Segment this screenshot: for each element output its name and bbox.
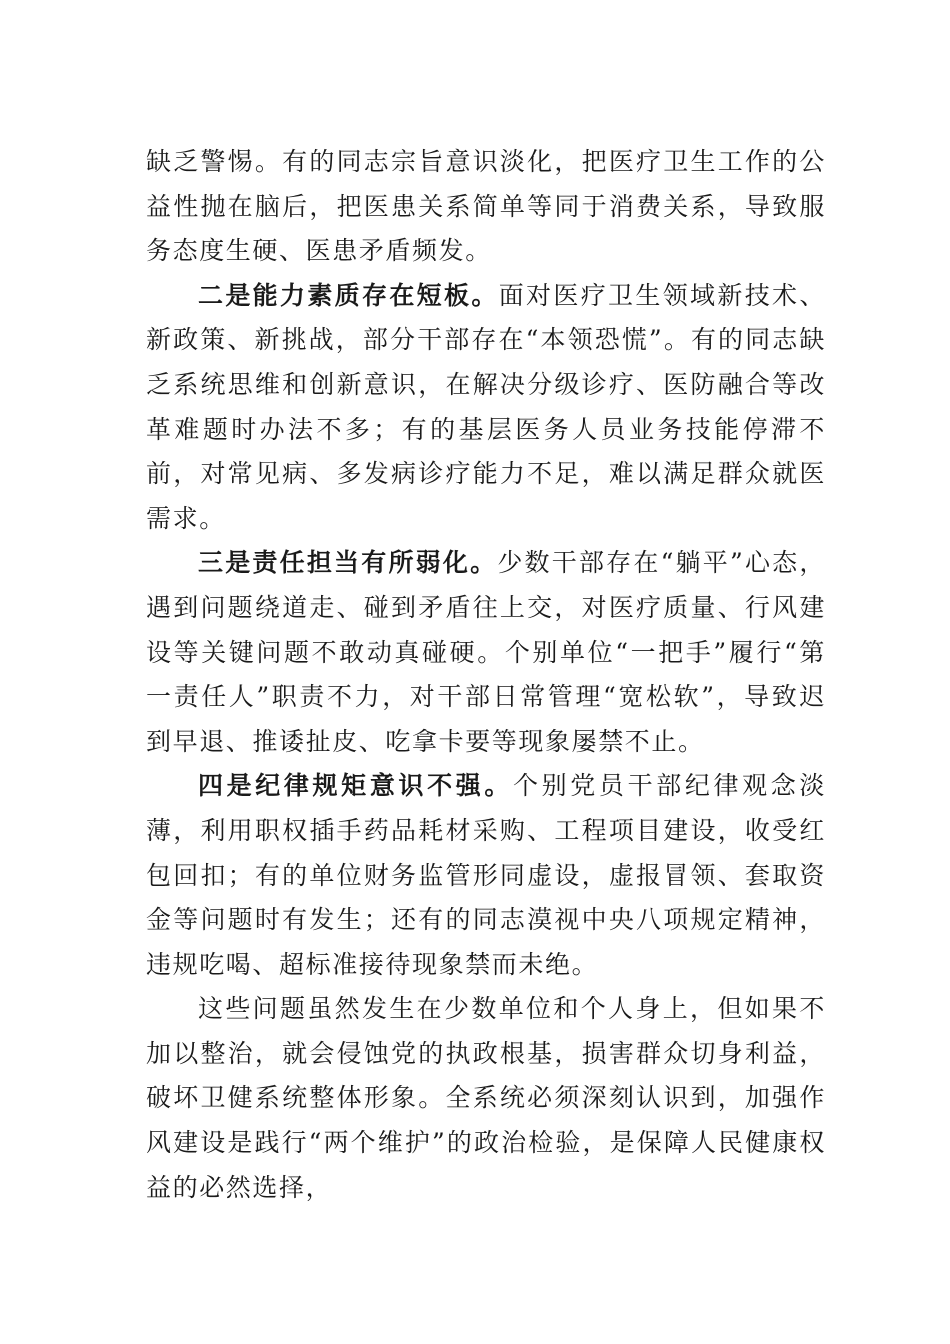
paragraph-4-text: 个别党员干部纪律观念淡薄，利用职权插手药品耗材采购、工程项目建设，收受红包回扣；有的单位财务监管形同虚设，虚报冒领、套取资金等问题时有发生；还有的同志漠视中央八项规定精神，违规吃喝、超标准接待现象禁而未绝。 — [146, 771, 826, 979]
paragraph-2 — [146, 274, 826, 542]
paragraph-2-lead: 二是能力素质存在短板。 — [198, 280, 499, 310]
paragraph-5-text: 这些问题虽然发生在少数单位和个人身上，但如果不加以整治，就会侵蚀党的执政根基，损害群众切身利益，破坏卫健系统整体形象。全系统必须深刻认识到，加强作风建设是践行“两个维护”的政治检验，是保障人民健康权益的必然选择， — [146, 994, 826, 1202]
paragraph-4-lead: 四是纪律规矩意识不强。 — [198, 771, 514, 801]
paragraph-2-text: 面对医疗卫生领域新技术、新政策、新挑战，部分干部存在“本领恐慌”。有的同志缺乏系统思维和创新意识，在解决分级诊疗、医防融合等改革难题时办法不多；有的基层医务人员业务技能停滞不前，对常见病、多发病诊疗能力不足，难以满足群众就医需求。 — [146, 280, 826, 533]
paragraph-1 — [146, 140, 826, 274]
paragraph-1-text: 缺乏警惕。有的同志宗旨意识淡化，把医疗卫生工作的公益性抛在脑后，把医患关系简单等同于消费关系，导致服务态度生硬、医患矛盾频发。 — [146, 147, 826, 266]
paragraph-4 — [146, 764, 826, 987]
document-body — [146, 140, 826, 1210]
paragraph-3 — [146, 541, 826, 764]
paragraph-3-text: 少数干部存在“躺平”心态，遇到问题绕道走、碰到矛盾往上交，对医疗质量、行风建设等关键问题不敢动真碰硬。个别单位“一把手”履行“第一责任人”职责不力，对干部日常管理“宽松软”，导致迟到早退、推诿扯皮、吃拿卡要等现象屡禁不止。 — [146, 548, 826, 756]
paragraph-5 — [146, 987, 826, 1210]
paragraph-3-lead: 三是责任担当有所弱化。 — [198, 548, 498, 578]
